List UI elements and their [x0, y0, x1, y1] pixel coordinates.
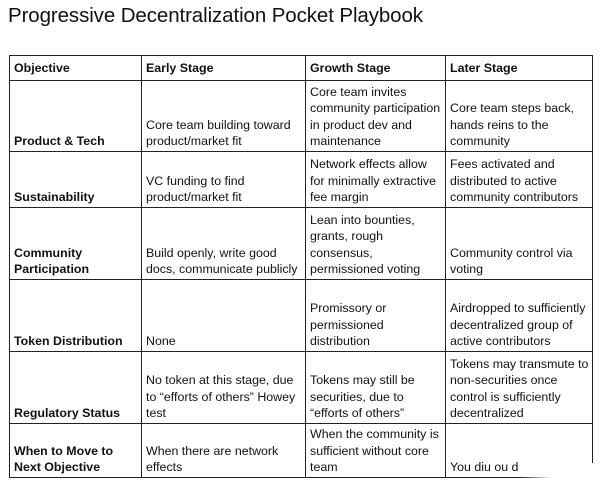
table-row	[10, 81, 593, 152]
header-objective: Objective	[10, 56, 142, 81]
objective-cell: Community Participation	[10, 208, 142, 280]
objective-cell: Token Distribution	[10, 280, 142, 352]
early-stage-cell: Core team building toward product/market fit	[142, 81, 306, 152]
early-stage-cell: None	[142, 280, 306, 352]
objective-cell: Sustainability	[10, 152, 142, 208]
later-stage-cell: Airdropped to sufficiently decentralized group of active contributors	[446, 280, 593, 352]
objective-cell: Product & Tech	[10, 81, 142, 152]
growth-stage-cell: Lean into bounties, grants, rough consensus, permissioned voting	[306, 208, 446, 280]
header-growth-stage: Growth Stage	[306, 56, 446, 81]
growth-stage-cell: Tokens may still be securities, due to “efforts of others”	[306, 352, 446, 424]
early-stage-cell: When there are network effects	[142, 424, 306, 478]
page-title: Progressive Decentralization Pocket Playbook	[8, 4, 423, 27]
table-row	[10, 280, 593, 352]
header-later-stage: Later Stage	[446, 56, 593, 81]
growth-stage-cell: Promissory or permissioned distribution	[306, 280, 446, 352]
table-row	[10, 208, 593, 280]
later-stage-cell: Core team steps back, hands reins to the community	[446, 81, 593, 152]
objective-cell: When to Move to Next Objective	[10, 424, 142, 478]
later-stage-cell: Tokens may transmute to non-securities once control is sufficiently decentralized	[446, 352, 593, 424]
early-stage-cell: No token at this stage, due to “efforts of others” Howey test	[142, 352, 306, 424]
later-stage-cell: Fees activated and distributed to active community contributors	[446, 152, 593, 208]
table-row	[10, 152, 593, 208]
table-row	[10, 424, 593, 478]
growth-stage-cell: When the community is sufficient without core team	[306, 424, 446, 478]
growth-stage-cell: Core team invites community participation in product dev and maintenance	[306, 81, 446, 152]
table-row	[10, 352, 593, 424]
early-stage-cell: Build openly, write good docs, communicate publicly	[142, 208, 306, 280]
later-stage-cell: Community control via voting	[446, 208, 593, 280]
early-stage-cell: VC funding to find product/market fit	[142, 152, 306, 208]
later-stage-cell: You diu ou d	[446, 424, 593, 478]
table-header-row	[10, 56, 593, 81]
growth-stage-cell: Network effects allow for minimally extractive fee margin	[306, 152, 446, 208]
header-early-stage: Early Stage	[142, 56, 306, 81]
playbook-table	[9, 55, 593, 478]
watermark-fade	[521, 463, 596, 483]
objective-cell: Regulatory Status	[10, 352, 142, 424]
